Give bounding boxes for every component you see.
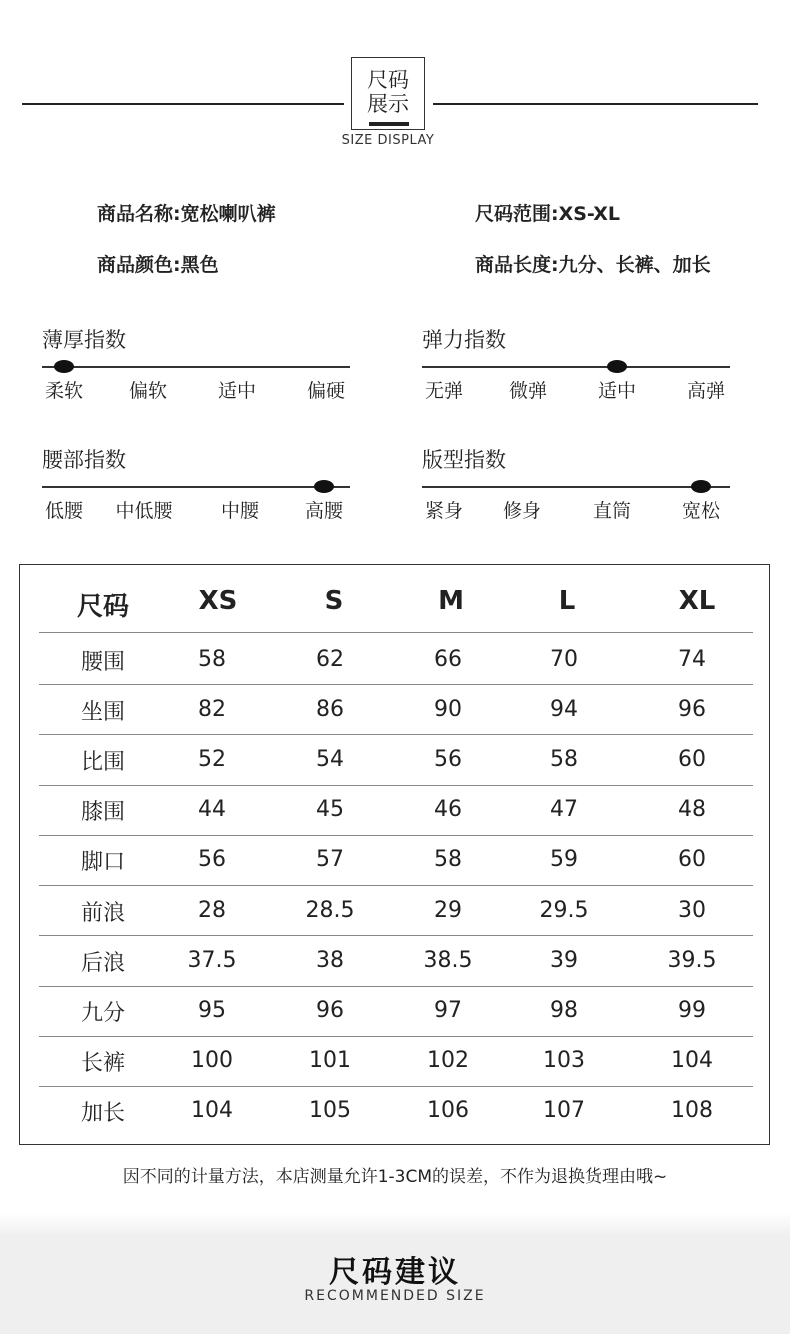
index-option: 中腰: [220, 500, 260, 522]
table-cell: 98: [550, 997, 578, 1023]
product-name: 商品名称:宽松喇叭裤: [97, 203, 276, 225]
recommend-subtitle: RECOMMENDED SIZE: [304, 1288, 486, 1304]
index-option: 高腰: [304, 500, 344, 522]
index-option: 紧身: [424, 500, 464, 522]
recommend-title: 尺码建议: [329, 1255, 461, 1290]
table-row-label: 膝围: [80, 800, 125, 826]
header-title-line1: 尺码: [367, 68, 409, 92]
table-header-size: XL: [678, 586, 716, 616]
table-cell: 108: [671, 1097, 713, 1123]
table-cell: 86: [316, 697, 344, 723]
index-selected-marker: [314, 480, 334, 493]
table-cell: 103: [543, 1047, 585, 1073]
header-title-box: [351, 57, 425, 130]
header-divider-right: [433, 103, 758, 105]
index-option: 偏硬: [306, 380, 346, 402]
table-cell: 90: [434, 697, 462, 723]
table-cell: 95: [198, 997, 226, 1023]
index-scale-line: [422, 486, 730, 488]
table-divider: [39, 734, 753, 735]
index-option: 中低腰: [115, 500, 173, 522]
table-cell: 99: [678, 997, 706, 1023]
table-row-label: 腰围: [80, 650, 125, 675]
table-cell: 30: [678, 897, 706, 923]
table-cell: 44: [198, 797, 226, 823]
table-divider: [39, 1086, 753, 1087]
index-option: 直筒: [592, 500, 632, 522]
table-cell: 38.5: [423, 947, 473, 973]
table-divider: [39, 785, 753, 786]
table-cell: 60: [678, 747, 706, 773]
index-option: 低腰: [44, 500, 84, 522]
table-divider: [39, 835, 753, 836]
index-option: 微弹: [508, 380, 548, 402]
header-subtitle: SIZE DISPLAY: [341, 133, 435, 148]
table-cell: 58: [198, 647, 226, 672]
index-selected-marker: [54, 360, 74, 373]
table-cell: 66: [434, 647, 462, 672]
table-cell: 58: [550, 747, 578, 773]
header-title-line2: 展示: [367, 92, 409, 116]
index-option: 偏软: [128, 380, 168, 402]
table-cell: 62: [316, 647, 344, 672]
index-option: 柔软: [44, 380, 84, 402]
table-header-label: 尺码: [76, 592, 129, 622]
index-title: 弹力指数: [422, 328, 506, 352]
table-cell: 60: [678, 847, 706, 873]
table-cell: 56: [198, 847, 226, 873]
table-cell: 52: [198, 747, 226, 773]
index-option: 修身: [502, 500, 542, 522]
table-cell: 106: [427, 1097, 469, 1123]
table-cell: 102: [427, 1047, 469, 1073]
table-cell: 54: [316, 747, 344, 773]
index-option: 适中: [597, 380, 637, 402]
table-cell: 29: [434, 897, 462, 923]
table-cell: 94: [550, 697, 578, 723]
table-row-label: 比围: [80, 750, 125, 776]
header-divider-left: [22, 103, 344, 105]
index-scale-line: [422, 366, 730, 368]
table-divider: [39, 986, 753, 987]
recommend-band-fade: [0, 1213, 790, 1235]
index-title: 薄厚指数: [42, 328, 126, 352]
table-divider: [39, 1036, 753, 1037]
table-cell: 105: [309, 1097, 351, 1123]
index-selected-marker: [607, 360, 627, 373]
table-row-label: 后浪: [80, 950, 125, 976]
table-cell: 28.5: [305, 897, 355, 923]
index-selected-marker: [691, 480, 711, 493]
table-cell: 100: [191, 1047, 233, 1073]
table-cell: 48: [678, 797, 706, 823]
table-cell: 96: [316, 997, 344, 1023]
table-cell: 45: [316, 797, 344, 823]
table-cell: 57: [316, 847, 344, 873]
table-divider: [39, 885, 753, 886]
table-cell: 104: [671, 1047, 713, 1073]
table-cell: 38: [316, 947, 344, 973]
table-divider: [39, 935, 753, 936]
table-cell: 56: [434, 747, 462, 773]
table-header-size: L: [558, 586, 576, 616]
table-row-label: 九分: [80, 1000, 125, 1026]
index-scale-line: [42, 486, 350, 488]
table-cell: 29.5: [539, 897, 589, 923]
table-row-label: 前浪: [80, 900, 125, 926]
table-cell: 82: [198, 697, 226, 723]
header-title-underline: [369, 122, 409, 126]
table-row-label: 坐围: [80, 700, 125, 726]
table-cell: 74: [678, 647, 706, 672]
table-row-label: 脚口: [80, 850, 125, 876]
table-divider: [39, 632, 753, 633]
measurement-note: 因不同的计量方法，本店测量允许1-3CM的误差，不作为退换货理由哦~: [122, 1167, 668, 1187]
table-cell: 47: [550, 797, 578, 823]
table-cell: 37.5: [187, 947, 237, 973]
product-size-range: 尺码范围:XS-XL: [475, 203, 621, 225]
table-cell: 104: [191, 1097, 233, 1123]
product-color: 商品颜色:黑色: [97, 254, 219, 276]
index-title: 版型指数: [422, 448, 506, 472]
table-divider: [39, 684, 753, 685]
table-header-size: S: [324, 586, 344, 616]
table-cell: 39: [550, 947, 578, 973]
product-length: 商品长度:九分、长裤、加长: [475, 254, 711, 276]
table-cell: 97: [434, 997, 462, 1023]
index-option: 宽松: [681, 500, 721, 522]
table-cell: 58: [434, 847, 462, 873]
table-header-size: XS: [198, 586, 238, 616]
index-option: 适中: [217, 380, 257, 402]
table-cell: 39.5: [667, 947, 717, 973]
table-cell: 107: [543, 1097, 585, 1123]
table-cell: 96: [678, 697, 706, 723]
table-cell: 46: [434, 797, 462, 823]
index-scale-line: [42, 366, 350, 368]
table-row-label: 长裤: [80, 1050, 125, 1076]
table-cell: 59: [550, 847, 578, 873]
table-row-label: 加长: [80, 1100, 125, 1126]
index-title: 腰部指数: [42, 448, 126, 472]
table-header-size: M: [438, 586, 464, 616]
table-cell: 70: [550, 647, 578, 672]
index-option: 高弹: [686, 380, 726, 402]
table-cell: 28: [198, 897, 226, 923]
table-cell: 101: [309, 1047, 351, 1073]
index-option: 无弹: [424, 380, 464, 402]
